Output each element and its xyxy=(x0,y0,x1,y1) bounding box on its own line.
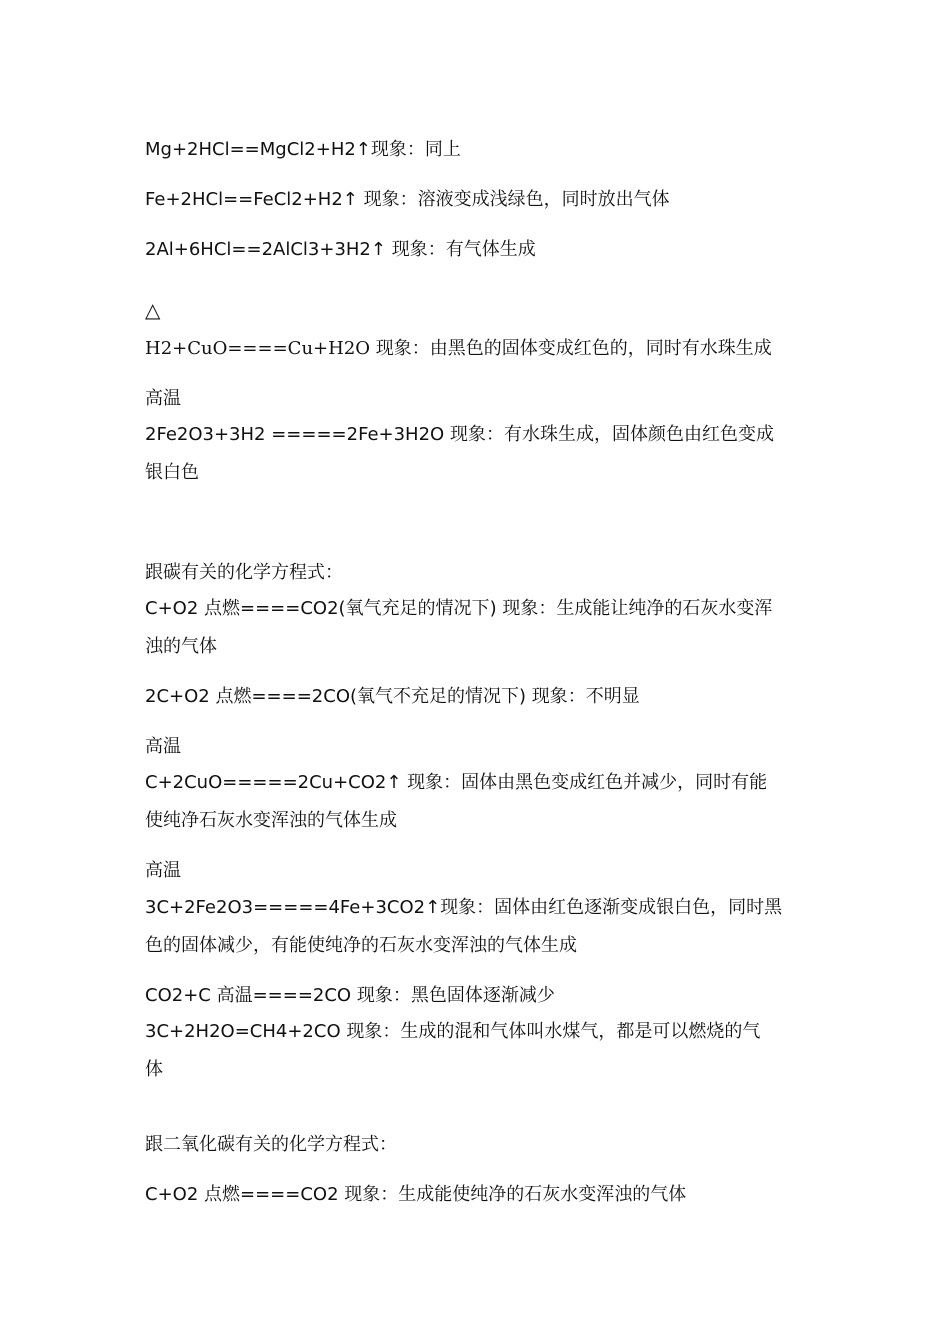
observation: 现象：生成能使纯净的石灰水变浑浊的气体 xyxy=(338,1184,687,1205)
heading-text: 跟碳有关的化学方程式： xyxy=(145,562,343,583)
observation-continuation xyxy=(145,454,815,492)
equation-line xyxy=(145,977,815,1015)
equation: 2Fe2O3+3H2 =====2Fe+3H2O xyxy=(145,424,445,445)
observation: 色的固体减少，有能使纯净的石灰水变浑浊的气体生成 xyxy=(145,935,577,956)
equation-line xyxy=(145,131,815,169)
equation-line xyxy=(145,181,815,219)
condition-inline: 点燃 xyxy=(198,1184,241,1205)
condition-text: 高温 xyxy=(145,736,181,757)
equation-line xyxy=(145,590,815,628)
equation: 3C+2Fe2O3=====4Fe+3CO2↑ xyxy=(145,897,441,918)
equation-line xyxy=(145,416,815,454)
observation-continuation xyxy=(145,802,815,840)
condition-label xyxy=(145,728,815,766)
condition-note: 氧气不充足的情况下 xyxy=(357,686,520,707)
equation-part: C+O2 xyxy=(145,1184,199,1205)
observation-continuation xyxy=(145,628,815,666)
observation: 浊的气体 xyxy=(145,636,217,657)
observation: 现象：由黑色的固体变成红色的，同时有水珠生成 xyxy=(370,338,772,359)
condition-inline: 高温 xyxy=(210,985,253,1006)
observation: 体 xyxy=(145,1059,163,1080)
equation-line xyxy=(145,231,815,269)
observation: 现象：同上 xyxy=(370,139,461,160)
equation-part: C+O2 xyxy=(145,598,199,619)
observation: 使纯净石灰水变浑浊的气体生成 xyxy=(145,810,397,831)
observation: 现象：生成的混和气体叫水煤气，都是可以燃烧的气 xyxy=(340,1021,761,1042)
observation: 现象：不明显 xyxy=(526,686,640,707)
equation-part: ====2CO xyxy=(252,985,352,1006)
equation-line xyxy=(145,889,815,927)
equation: Fe+2HCl==FeCl2+H2↑ xyxy=(145,189,358,210)
condition-heat-symbol xyxy=(145,291,815,329)
observation: 现象：有水珠生成，固体颜色由红色变成 xyxy=(444,424,774,445)
observation: 现象：固体由红色逐渐变成银白色，同时黑 xyxy=(440,897,783,918)
condition-text: 高温 xyxy=(145,388,181,409)
condition-note: 氧气充足的情况下 xyxy=(345,598,490,619)
observation-continuation xyxy=(145,1051,815,1089)
equation: H2+CuO====Cu+H2O xyxy=(145,338,371,359)
observation-continuation xyxy=(145,927,815,965)
heading-text: 跟二氧化碳有关的化学方程式： xyxy=(145,1134,397,1155)
equation-part: ====CO2( xyxy=(240,598,346,619)
section-heading xyxy=(145,1126,815,1164)
condition-text: 高温 xyxy=(145,860,181,881)
condition-label xyxy=(145,852,815,890)
equation-line xyxy=(145,1013,815,1051)
equation-part: ) xyxy=(519,686,527,707)
observation: 银白色 xyxy=(145,462,199,483)
observation: 现象：黑色固体逐渐减少 xyxy=(351,985,555,1006)
condition-inline: 点燃 xyxy=(209,686,252,707)
observation: 现象：有气体生成 xyxy=(385,239,536,260)
equation-line xyxy=(145,330,815,368)
condition-text: △ xyxy=(145,298,161,322)
condition-inline: 点燃 xyxy=(198,598,241,619)
observation: 现象：固体由黑色变成红色并减少，同时有能 xyxy=(401,772,768,793)
equation: Mg+2HCl==MgCl2+H2↑ xyxy=(145,139,371,160)
equation: 2Al+6HCl==2AlCl3+3H2↑ xyxy=(145,239,386,260)
condition-label xyxy=(145,380,815,418)
section-heading xyxy=(145,554,815,592)
equation-line xyxy=(145,1176,815,1214)
equation: 3C+2H2O=CH4+2CO xyxy=(145,1021,341,1042)
equation-part: 2C+O2 xyxy=(145,686,210,707)
equation-part: ====CO2 xyxy=(240,1184,339,1205)
observation: 现象：溶液变成浅绿色，同时放出气体 xyxy=(357,189,670,210)
equation: C+2CuO=====2Cu+CO2↑ xyxy=(145,772,402,793)
equation-part: ====2CO( xyxy=(251,686,358,707)
equation-part: CO2+C xyxy=(145,985,211,1006)
equation-line xyxy=(145,678,815,716)
equation-part: ) xyxy=(489,598,497,619)
observation: 现象：生成能让纯净的石灰水变浑 xyxy=(496,598,773,619)
equation-line xyxy=(145,764,815,802)
